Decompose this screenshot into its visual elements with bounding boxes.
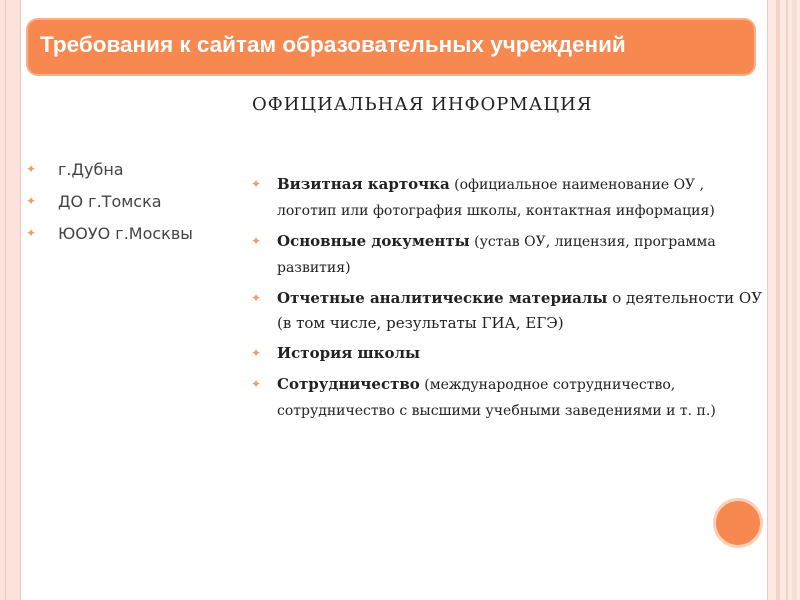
slide-subtitle: ОФИЦИАЛЬНАЯ ИНФОРМАЦИЯ	[252, 94, 593, 115]
list-item-label: ЮОУО г.Москвы	[58, 223, 193, 243]
diamond-bullet-icon: ✦	[251, 346, 262, 360]
diamond-bullet-icon: ✦	[251, 234, 262, 248]
diamond-bullet-icon: ✦	[26, 194, 37, 208]
item-description: (официальное наименование ОУ , логотип или фотография школы, контактная информация)	[277, 177, 715, 219]
list-item	[251, 286, 766, 336]
list-item	[251, 172, 766, 224]
right-frame-decoration	[767, 0, 800, 600]
left-list	[26, 153, 236, 249]
item-heading: История школы	[277, 344, 421, 362]
left-frame-decoration	[0, 0, 21, 600]
list-item	[26, 153, 236, 185]
diamond-bullet-icon: ✦	[26, 162, 37, 176]
list-item	[251, 229, 766, 281]
slide-title: Требования к сайтам образовательных учреждений	[40, 32, 626, 57]
decorative-circle	[713, 498, 763, 548]
item-heading: Основные документы	[277, 232, 470, 250]
right-list	[251, 172, 766, 429]
diamond-bullet-icon: ✦	[251, 377, 262, 391]
diamond-bullet-icon: ✦	[251, 291, 262, 305]
list-item-label: ДО г.Томска	[58, 191, 162, 211]
item-heading: Сотрудничество	[277, 375, 420, 393]
item-description: (международное сотрудничество, сотрудничество с высшими учебными заведениями и т. п.)	[277, 377, 716, 419]
item-heading: Отчетные аналитические материалы	[277, 289, 608, 307]
list-item	[251, 372, 766, 424]
item-description: о деятельности ОУ (в том числе, результаты ГИА, ЕГЭ)	[277, 289, 763, 332]
diamond-bullet-icon: ✦	[251, 177, 262, 191]
item-heading: Визитная карточка	[277, 175, 450, 193]
item-description: (устав ОУ, лицензия, программа развития)	[277, 234, 716, 276]
list-item-label: г.Дубна	[58, 159, 124, 179]
list-item	[26, 217, 236, 249]
diamond-bullet-icon: ✦	[26, 226, 37, 240]
list-item	[26, 185, 236, 217]
title-bar	[26, 18, 756, 76]
list-item	[251, 341, 766, 367]
